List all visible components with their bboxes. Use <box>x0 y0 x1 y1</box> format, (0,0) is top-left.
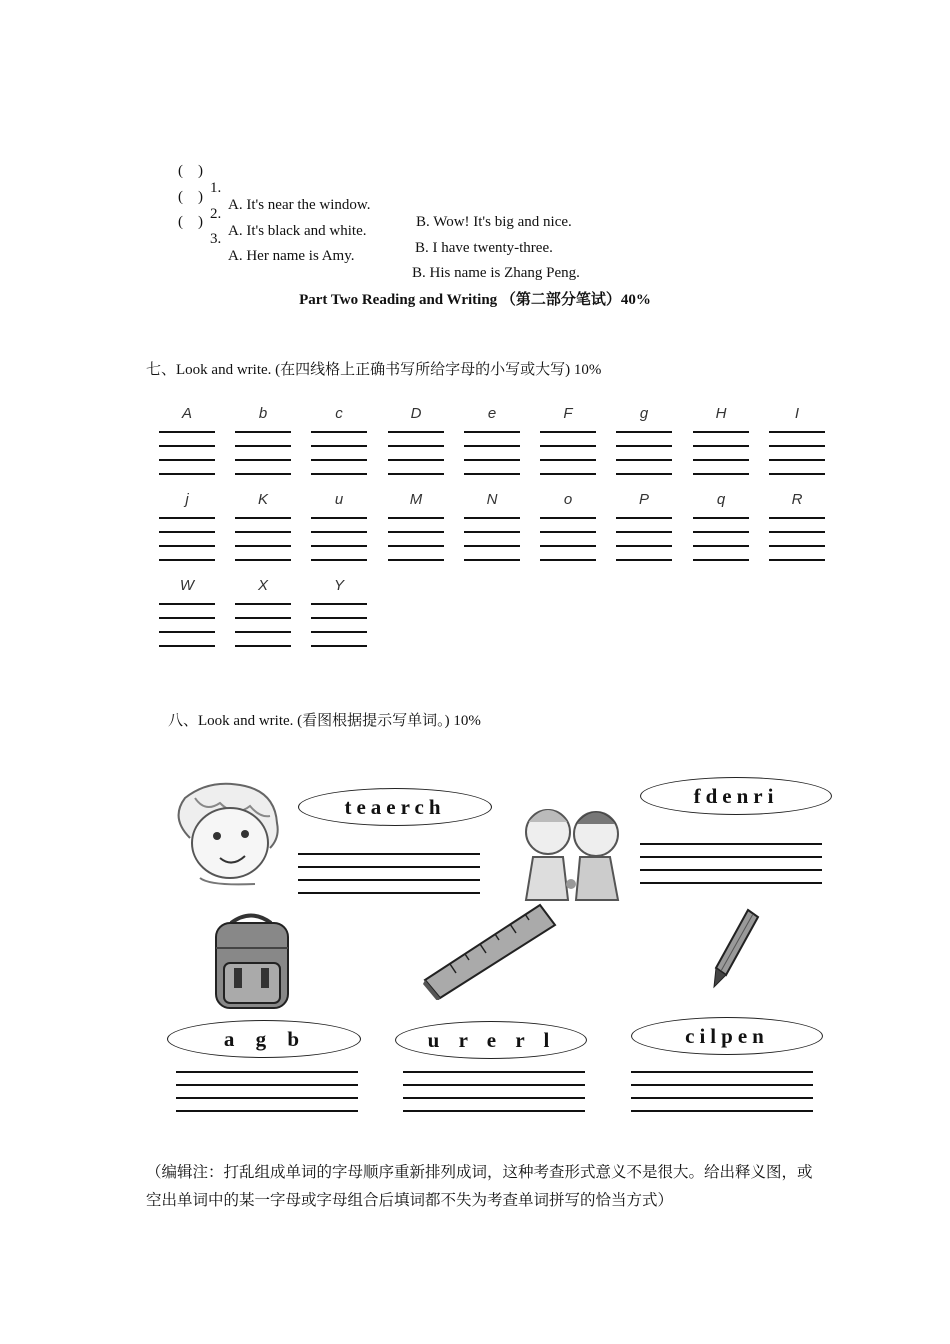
grid-line <box>159 517 215 519</box>
grid-line <box>311 603 367 605</box>
grid-line <box>769 459 825 461</box>
grid-line <box>388 473 444 475</box>
letter-prompt: W <box>179 577 195 594</box>
teacher-picture <box>165 778 290 888</box>
four-line-grid-cell <box>538 491 598 561</box>
grid-line <box>540 531 596 533</box>
grid-line <box>311 531 367 533</box>
grid-line <box>540 473 596 475</box>
grid-line <box>235 473 291 475</box>
question-number: 1. <box>210 180 222 196</box>
grid-line <box>464 445 520 447</box>
letter-prompt: R <box>791 491 803 508</box>
grid-line <box>540 431 596 433</box>
four-line-grid-cell <box>157 491 217 561</box>
four-line-grid-cell <box>157 577 217 647</box>
grid-line <box>616 517 672 519</box>
grid-line <box>235 631 291 633</box>
letter-prompt: K <box>257 491 268 508</box>
letter-prompt: u <box>334 491 344 508</box>
grid-line <box>540 459 596 461</box>
grid-line <box>159 559 215 561</box>
four-line-grid-cell <box>691 405 751 475</box>
answer-paren: ( ) <box>178 189 203 205</box>
grid-line <box>388 559 444 561</box>
grid-line <box>235 559 291 561</box>
grid-line <box>311 559 367 561</box>
four-line-grid-cell <box>767 491 827 561</box>
letter-prompt: F <box>563 405 573 422</box>
grid-line <box>769 445 825 447</box>
grid-line <box>464 559 520 561</box>
four-line-grid-cell <box>157 405 217 475</box>
option-a: A. It's black and white. <box>228 223 367 239</box>
grid-line <box>693 431 749 433</box>
four-line-grid-cell <box>386 405 446 475</box>
ruler-picture <box>420 900 560 1000</box>
grid-line <box>540 559 596 561</box>
option-b: B. I have twenty-three. <box>415 240 553 256</box>
grid-line <box>769 431 825 433</box>
four-line-grid-cell <box>462 491 522 561</box>
option-b: B. His name is Zhang Peng. <box>412 265 580 281</box>
grid-line <box>159 459 215 461</box>
part-title: Part Two Reading and Writing （第二部分笔试）40% <box>299 292 651 308</box>
grid-line <box>464 531 520 533</box>
grid-line <box>693 559 749 561</box>
letter-prompt: P <box>638 491 649 508</box>
grid-line <box>388 517 444 519</box>
letter-prompt: A <box>181 405 192 422</box>
bag-picture <box>206 908 296 1013</box>
letter-prompt: H <box>715 405 727 422</box>
grid-line <box>464 431 520 433</box>
grid-line <box>159 645 215 647</box>
letter-prompt: D <box>410 405 422 422</box>
grid-line <box>235 645 291 647</box>
grid-line <box>159 545 215 547</box>
grid-line <box>464 473 520 475</box>
grid-line <box>464 459 520 461</box>
four-line-grid-cell <box>614 405 674 475</box>
grid-line <box>235 617 291 619</box>
grid-line <box>616 559 672 561</box>
section-8-title: 八、Look and write. (看图根据提示写单词。) 10% <box>168 713 481 729</box>
grid-line <box>616 431 672 433</box>
grid-line <box>159 431 215 433</box>
grid-line <box>616 531 672 533</box>
letter-prompt: o <box>563 491 573 508</box>
grid-line <box>769 559 825 561</box>
four-line-grid-cell <box>767 405 827 475</box>
grid-line <box>159 603 215 605</box>
grid-line <box>540 517 596 519</box>
grid-line <box>769 473 825 475</box>
grid-line <box>235 459 291 461</box>
grid-line <box>311 517 367 519</box>
grid-line <box>235 517 291 519</box>
grid-line <box>388 431 444 433</box>
letter-prompt: j <box>185 491 189 508</box>
grid-line <box>235 603 291 605</box>
four-line-grid-cell <box>538 405 598 475</box>
grid-line <box>388 545 444 547</box>
word-oval-bag: a g b <box>167 1020 361 1058</box>
grid-line <box>159 473 215 475</box>
option-a: A. It's near the window. <box>228 197 371 213</box>
grid-line <box>159 531 215 533</box>
editor-note: （编辑注：打乱组成单词的字母顺序重新排列成词，这种考查形式意义不是很大。给出释义图，或空出单词中的某一字母或字母组合后填词都不失为考查单词拼写的恰当方式） <box>146 1163 813 1209</box>
grid-line <box>311 645 367 647</box>
letter-prompt: X <box>257 577 268 594</box>
grid-line <box>769 531 825 533</box>
letter-prompt: M <box>409 491 423 508</box>
grid-line <box>616 545 672 547</box>
letter-prompt: b <box>258 405 268 422</box>
letter-prompt: q <box>716 491 726 508</box>
grid-line <box>311 545 367 547</box>
grid-line <box>159 445 215 447</box>
letter-prompt: c <box>335 405 343 422</box>
letter-prompt: I <box>794 405 800 422</box>
grid-line <box>769 545 825 547</box>
grid-line <box>616 459 672 461</box>
answer-paren: ( ) <box>178 214 203 230</box>
four-line-grid-cell <box>614 491 674 561</box>
grid-line <box>693 473 749 475</box>
grid-line <box>464 545 520 547</box>
grid-line <box>693 517 749 519</box>
grid-line <box>311 473 367 475</box>
letter-prompt: N <box>486 491 498 508</box>
four-line-grid-cell <box>309 491 369 561</box>
grid-line <box>159 617 215 619</box>
grid-line <box>693 531 749 533</box>
grid-line <box>769 517 825 519</box>
letter-prompt: e <box>487 405 497 422</box>
grid-line <box>540 445 596 447</box>
grid-line <box>159 631 215 633</box>
answer-paren: ( ) <box>178 163 203 179</box>
four-line-grid-cell <box>233 577 293 647</box>
grid-line <box>540 545 596 547</box>
four-line-grid-cell <box>462 405 522 475</box>
word-oval-pencil: cilpen <box>631 1017 823 1055</box>
grid-line <box>311 631 367 633</box>
four-line-grid-cell <box>233 405 293 475</box>
pencil-picture <box>708 905 763 990</box>
word-oval-friend: fdenri <box>640 777 832 815</box>
four-line-grid-cell <box>309 577 369 647</box>
four-line-grid-cell <box>309 405 369 475</box>
grid-line <box>235 445 291 447</box>
four-line-grid-cell <box>233 491 293 561</box>
grid-line <box>388 445 444 447</box>
letter-prompt: g <box>639 405 649 422</box>
grid-line <box>235 545 291 547</box>
grid-line <box>388 531 444 533</box>
grid-line <box>464 517 520 519</box>
option-a: A. Her name is Amy. <box>228 248 355 264</box>
word-oval-teacher: teaerch <box>298 788 492 826</box>
four-line-grid-cell <box>386 491 446 561</box>
grid-line <box>235 531 291 533</box>
word-oval-ruler: u r e r l <box>395 1021 587 1059</box>
grid-line <box>388 459 444 461</box>
grid-line <box>311 617 367 619</box>
grid-line <box>311 459 367 461</box>
section-7-title: 七、Look and write. (在四线格上正确书写所给字母的小写或大写) 10% <box>146 362 602 378</box>
option-b: B. Wow! It's big and nice. <box>416 214 572 230</box>
grid-line <box>693 445 749 447</box>
grid-line <box>311 445 367 447</box>
grid-line <box>235 431 291 433</box>
grid-line <box>311 431 367 433</box>
four-line-grid-cell <box>691 491 751 561</box>
grid-line <box>616 473 672 475</box>
friends-picture <box>508 792 638 902</box>
letter-prompt: Y <box>333 577 344 594</box>
grid-line <box>693 459 749 461</box>
grid-line <box>693 545 749 547</box>
question-number: 3. <box>210 231 222 247</box>
question-number: 2. <box>210 206 222 222</box>
grid-line <box>616 445 672 447</box>
